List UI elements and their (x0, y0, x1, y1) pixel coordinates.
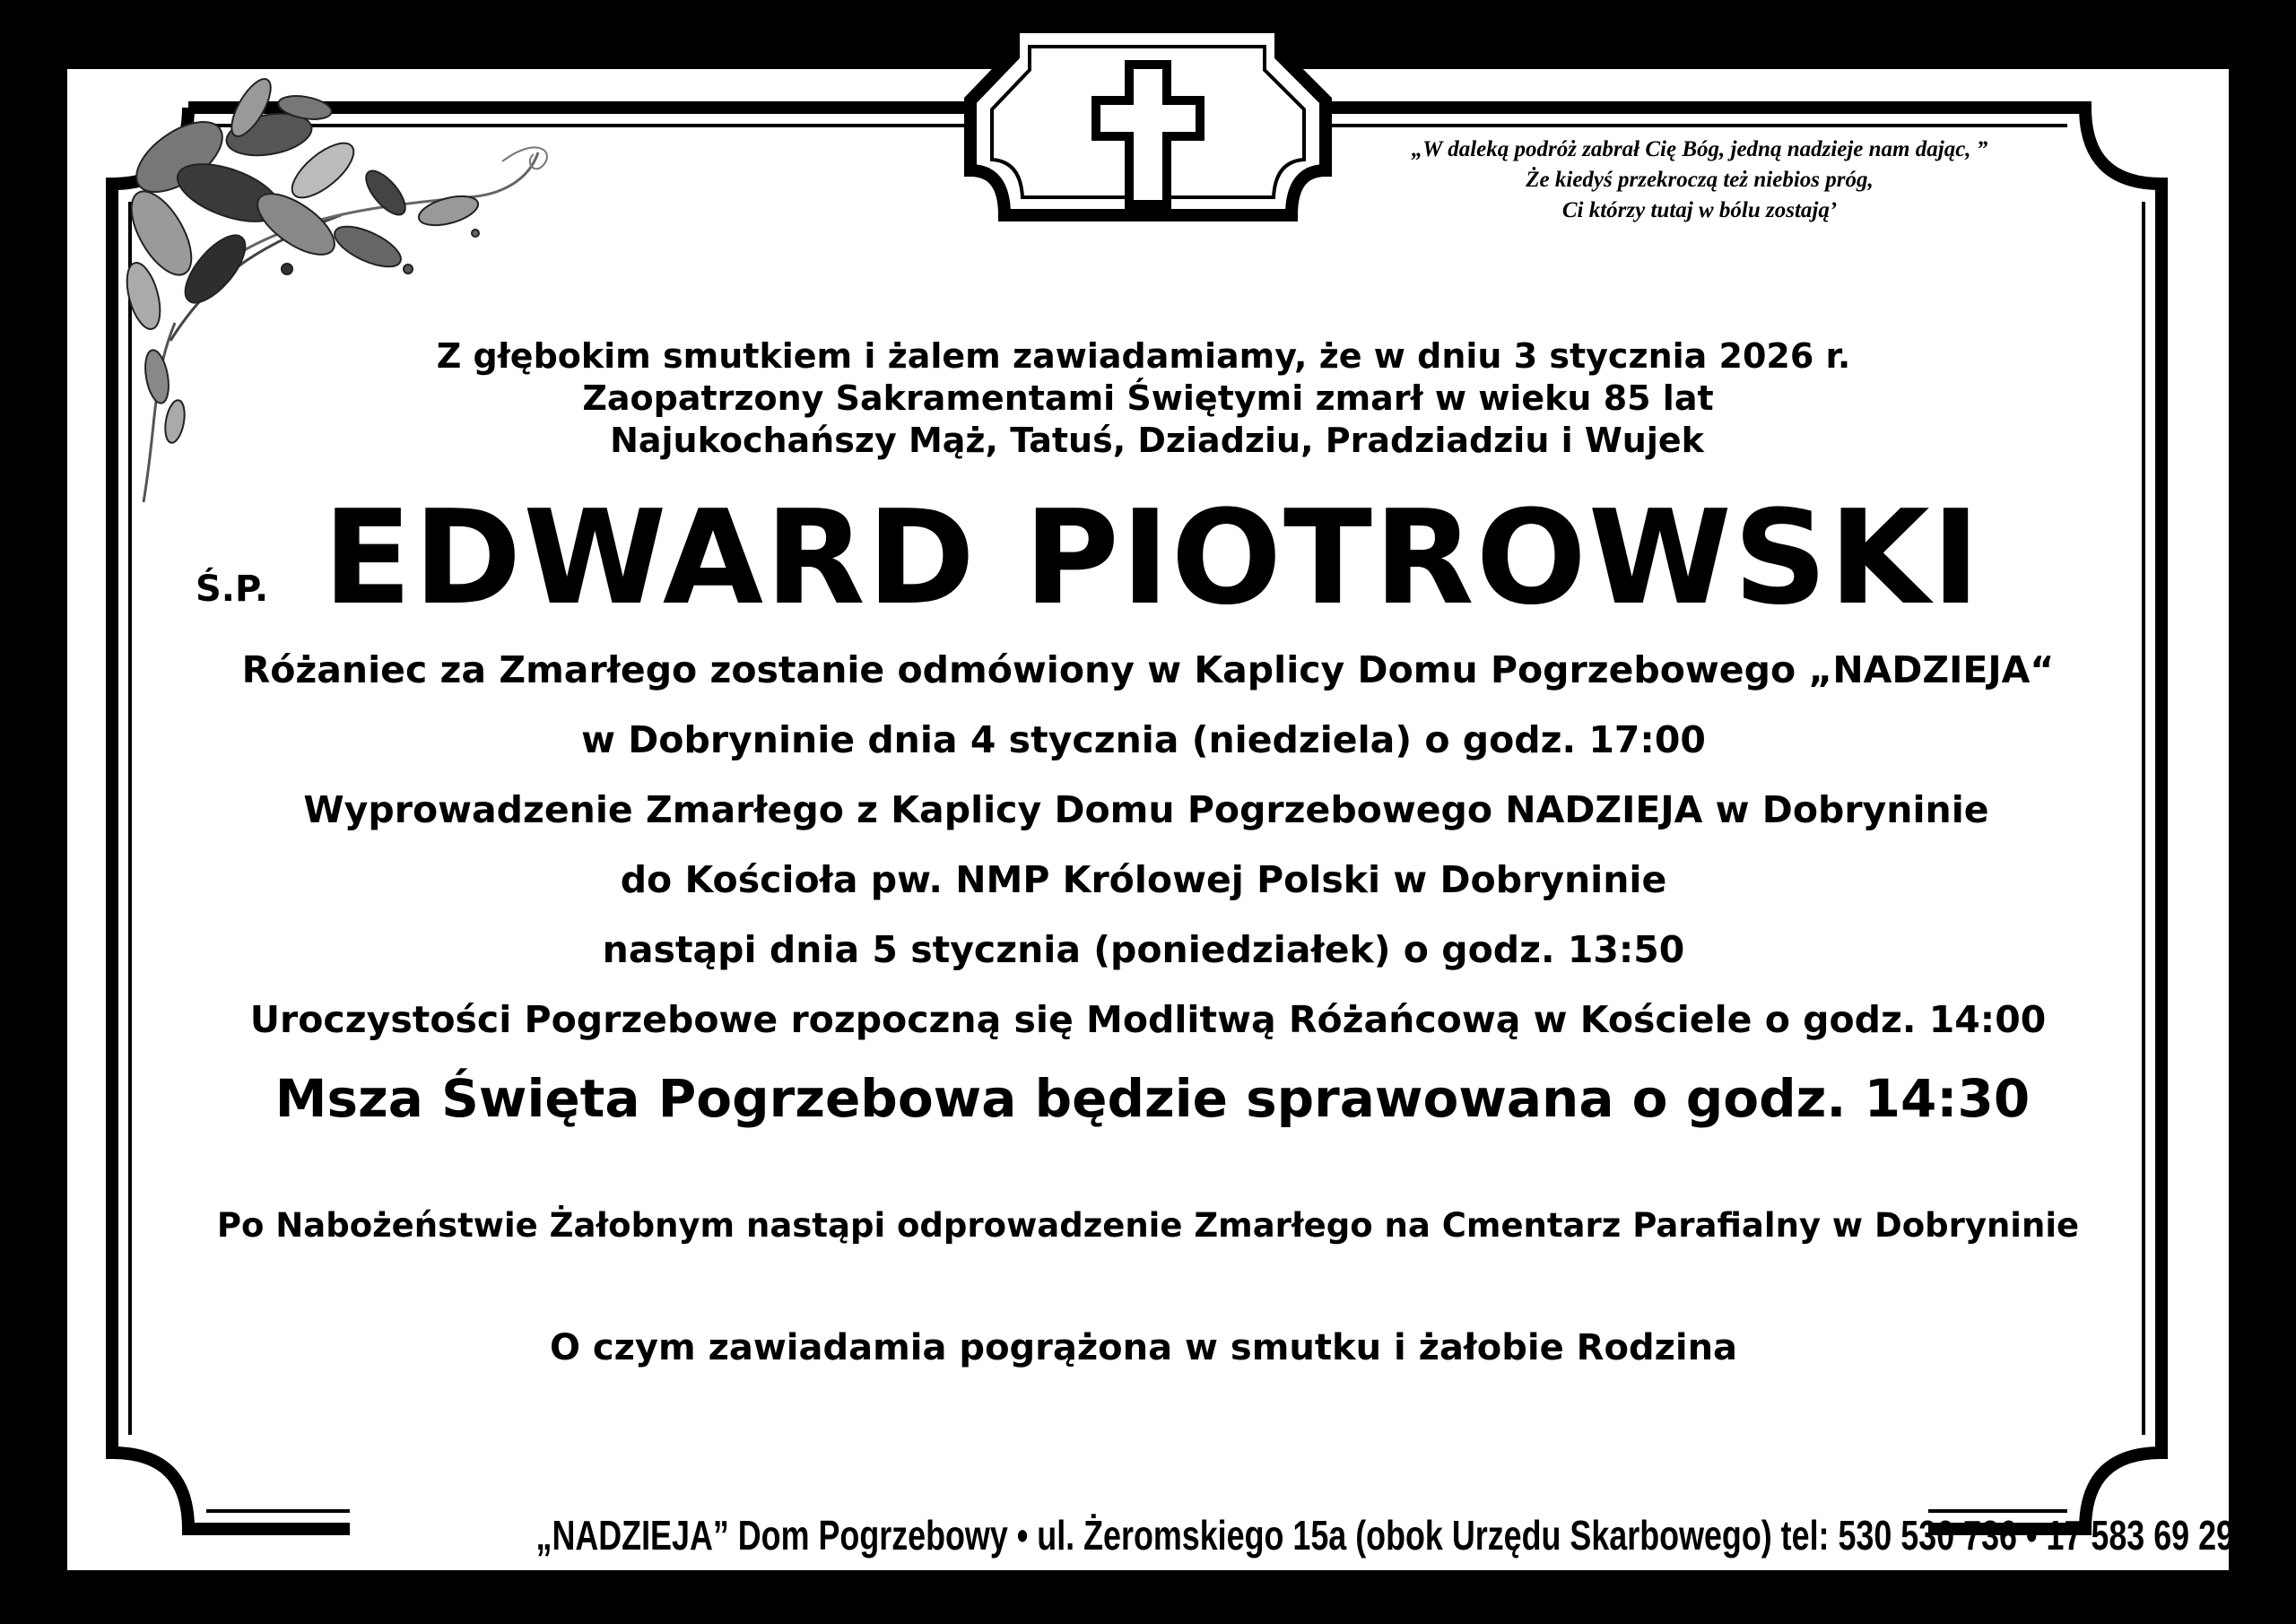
family-signature: O czym zawiadamia pogrążona w smutku i żałobie Rodzina (549, 1327, 1738, 1368)
memorial-quote (1350, 135, 2049, 226)
deceased-prefix: Ś.P. (196, 569, 269, 610)
deceased-name-row (196, 482, 2124, 634)
quote-line: Ci którzy tutaj w bólu zostają’ (1561, 198, 1838, 222)
mass-line: Msza Święta Pogrzebowa będzie sprawowana o godz. 14:30 (274, 1068, 2031, 1129)
rosary-line: Różaniec za Zmarłego zostanie odmówiony w Kaplicy Domu Pogrzebowego „NADZIEJA“ (241, 648, 2055, 691)
intro-line: Najukochańszy Mąż, Tatuś, Dziadziu, Pradziadziu i Wujek (610, 421, 1704, 460)
quote-line: Że kiedyś przekroczą też niebios próg, (1526, 168, 1874, 192)
ceremony-line: Uroczystości Pogrzebowe rozpoczną się Modlitwą Różańcową w Kościele o godz. 14:00 (249, 998, 2047, 1041)
deceased-name: EDWARD PIOTROWSKI (323, 482, 1982, 634)
quote-line: „W daleką podróż zabrał Cię Bóg, jedną nadzieje nam dając, ” (1411, 137, 1988, 161)
procession-line: nastąpi dnia 5 stycznia (poniedziałek) o godz. 13:50 (602, 928, 1685, 971)
procession-line: do Kościoła pw. NMP Królowej Polski w Dobryninie (620, 858, 1667, 901)
procession-line: Wyprowadzenie Zmarłego z Kaplicy Domu Pogrzebowego NADZIEJA w Dobryninie (303, 788, 1989, 831)
burial-line: Po Nabożeństwie Żałobnym nastąpi odprowadzenie Zmarłego na Cmentarz Parafialny w Dobryninie (216, 1206, 2080, 1245)
intro-line: Zaopatrzony Sakramentami Świętymi zmarł w wieku 85 lat (582, 378, 1714, 418)
intro-line: Z głębokim smutkiem i żalem zawiadamiamy, że w dniu 3 stycznia 2026 r. (436, 336, 1851, 376)
rosary-line: w Dobryninie dnia 4 stycznia (niedziela) o godz. 17:00 (581, 718, 1706, 761)
funeral-home-footer: „NADZIEJA” Dom Pogrzebowy • ul. Żeromskiego 15a (obok Urzędu Skarbowego) tel: 530 530 736 • 17 583 69 29 (535, 1512, 2234, 1559)
